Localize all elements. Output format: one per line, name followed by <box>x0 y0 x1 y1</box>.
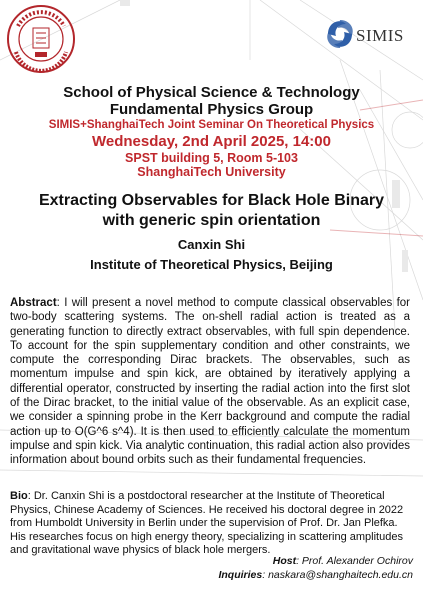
simis-logo-text: SIMIS <box>356 26 404 45</box>
event-datetime: Wednesday, 2nd April 2025, 14:00 <box>92 133 331 150</box>
group-name: Fundamental Physics Group <box>109 101 314 118</box>
abstract-paragraph <box>10 296 410 468</box>
speaker-name: Canxin Shi <box>177 237 246 252</box>
speaker-affiliation: Institute of Theoretical Physics, Beijing <box>90 257 333 272</box>
abstract-label: Abstract <box>10 297 57 309</box>
shanghaitech-logo <box>6 4 76 74</box>
bio-text: : Dr. Canxin Shi is a postdoctoral researcher at the Institute of Theoretical Physics, Chinese Academy of Sciences. He received his doctoral degree in 2022 from Humboldt University in Berlin under the supervision of Prof. Dr. Jan Plefka. His researches focus on high energy theory, specializing in scattering amplitudes and gravitational wave physics of black hole mergers. <box>10 490 404 557</box>
seminar-series: SIMIS+ShanghaiTech Joint Seminar On Theoretical Physics <box>48 119 375 131</box>
host-line <box>273 555 413 567</box>
host-value: : Prof. Alexander Ochirov <box>296 555 413 567</box>
bio-paragraph <box>10 490 410 558</box>
school-name: School of Physical Science & Technology <box>63 84 360 101</box>
talk-title: Extracting Observables for Black Hole Binary with generic spin orientation <box>38 192 384 229</box>
inquiries-value: : naskara@shanghaitech.edu.cn <box>262 569 413 581</box>
event-university: ShanghaiTech University <box>137 165 286 179</box>
abstract-text: : I will present a novel method to compute classical observables for two-body scattering systems. The on-shell radial action is treated as a generating function to directly extract observables, with full spin dependence. To account for the spin supplementary condition and other constraints, we compute the corresponding Dirac brackets. The observables, such as momentum impulse and spin kick, are obtained by iteratively applying a differential operator, constructed by inserting the radial action into the first slot of the Dirac bracket, to the initial value of the observable. As an explicit case, we consider a spinning probe in the Kerr background and compute the radial action up to O(G^6 s^4). It is then used to efficiently calculate the momentum impulse and spin kick. Via analytic continuation, this radial action also provides information about bound orbits such as their fundamental frequencies. <box>10 297 410 467</box>
inquiries-line <box>218 569 413 581</box>
host-label: Host <box>272 555 297 567</box>
event-room: SPST building 5, Room 5-103 <box>125 151 298 165</box>
inquiries-label: Inquiries <box>218 569 263 581</box>
bio-label: Bio <box>10 490 28 502</box>
